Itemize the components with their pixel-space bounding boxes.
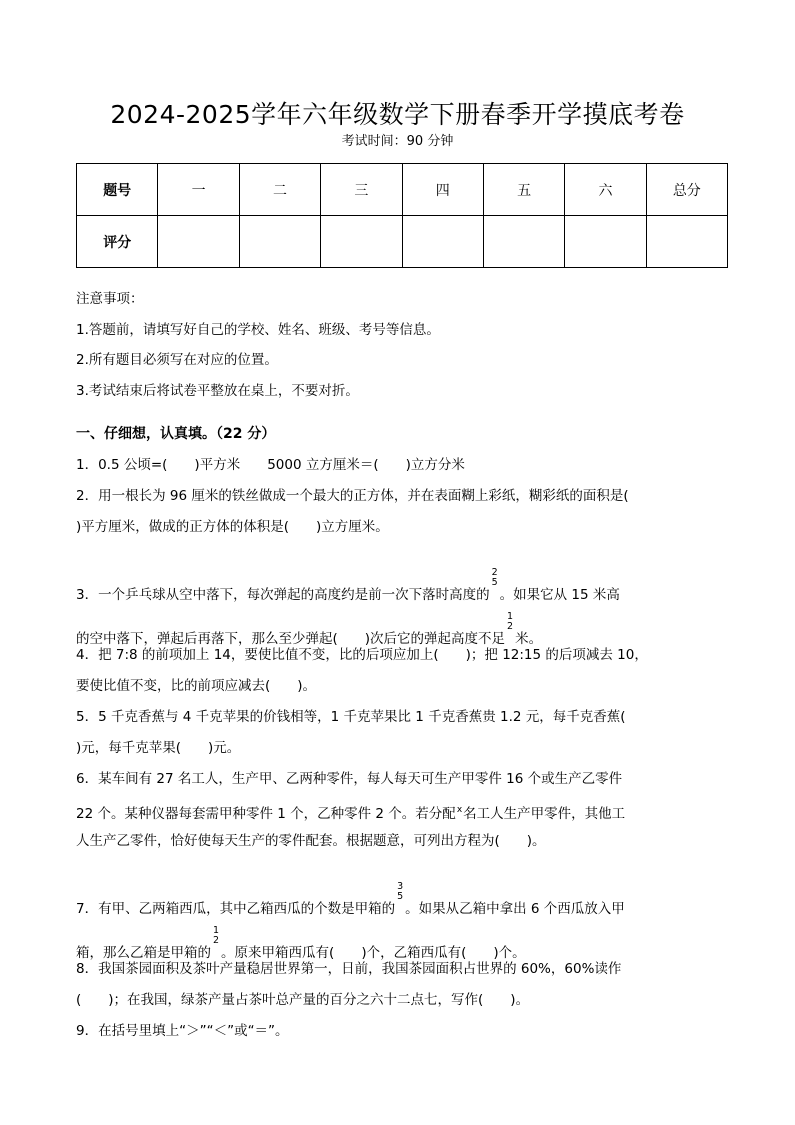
question-4-line-2: 要使比值不变，比的前项应减去( )。 [76,678,317,694]
score-table-header-row [77,164,728,216]
fraction-one-half [213,926,219,946]
notes-heading: 注意事项： [76,291,144,307]
fraction-two-fifths [492,568,498,588]
question-3-text: 的空中落下，弹起后再落下，那么至少弹起( )次后它的弹起高度不足 [76,631,506,647]
question-7-text: 箱，那么乙箱是甲箱的 [76,945,211,961]
question-7-line-1 [76,882,726,920]
question-8-line-1: 8．我国茶园面积及茶叶产量稳居世界第一，日前，我国茶园面积占世界的 60%，60%读作 [76,961,622,977]
notes-block [76,284,726,406]
fraction-one-half [507,612,513,632]
score-cell[interactable] [483,216,564,268]
note-item: 3.考试结束后将试卷平整放在桌上，不要对折。 [76,382,359,399]
question-3-text: 。如果它从 15 米高 [499,587,620,603]
question-9: 9．在括号里填上“＞”“＜”或“＝”。 [76,1023,289,1039]
note-item: 1.答题前，请填写好自己的学校、姓名、班级、考号等信息。 [76,321,440,338]
question-6-line-3: 人生产乙零件，恰好使每天生产的零件配套。根据题意，可列出方程为( )。 [76,833,546,849]
question-5-line-1: 5．5 千克香蕉与 4 千克苹果的价钱相等，1 千克苹果比 1 千克香蕉贵 1.2 元，每千克香蕉( [76,709,626,725]
question-4-line-1: 4．把 7:8 的前项加上 14，要使比值不变，比的后项应加上( )；把 12:15 的后项减去 10， [76,647,648,663]
variable-x: x [456,805,463,815]
score-cell[interactable] [158,216,239,268]
question-6-line-1: 6．某车间有 27 名工人，生产甲、乙两种零件，每人每天可生产甲零件 16 个或生产乙零件 [76,771,623,787]
score-table-col-total: 总分 [646,164,727,216]
score-table [76,163,728,268]
exam-duration: 考试时间：90 分钟 [341,134,454,149]
score-cell[interactable] [402,216,483,268]
fraction-denominator: 2 [213,935,220,946]
score-table-score-label: 评分 [77,216,158,268]
question-1: 1．0.5 公顷=( )平方米 5000 立方厘米＝( )立方分米 [76,457,465,473]
score-table-col-5: 五 [483,164,564,216]
score-table-col-3: 三 [321,164,402,216]
question-5-line-2: )元，每千克苹果( )元。 [76,740,241,756]
question-7-text: 。如果从乙箱中拿出 6 个西瓜放入甲 [405,901,625,917]
fraction-numerator: 1 [507,611,514,622]
fraction-denominator: 5 [491,577,498,588]
score-table-col-6: 六 [565,164,646,216]
note-item: 2.所有题目必须写在对应的位置。 [76,352,278,368]
score-table-col-2: 二 [239,164,320,216]
score-cell[interactable] [321,216,402,268]
section-1-heading: 一、仔细想，认真填。（22 分） [76,426,276,442]
fraction-three-fifths [397,882,403,902]
fraction-denominator: 2 [507,621,514,632]
score-cell[interactable] [239,216,320,268]
question-2-line-1: 2．用一根长为 96 厘米的铁丝做成一个最大的正方体，并在表面糊上彩纸，糊彩纸的面积是( [76,488,629,504]
fraction-numerator: 1 [213,925,220,936]
question-7-text: 。原来甲箱西瓜有( )个，乙箱西瓜有( )个。 [221,945,526,961]
score-table-score-row [77,216,728,268]
exam-title: 2024-2025学年六年级数学下册春季开学摸底考卷 [110,100,685,129]
question-8-line-2: ( )；在我国，绿茶产量占茶叶总产量的百分之六十二点七，写作( )。 [76,992,530,1008]
question-3-text: 3．一个乒乓球从空中落下，每次弹起的高度约是前一次下落时高度的 [76,587,490,603]
question-3-text: 米。 [515,631,543,647]
score-cell[interactable] [646,216,727,268]
fraction-numerator: 2 [491,567,498,578]
question-6-text: 22 个。某种仪器每套需甲种零件 1 个，乙种零件 2 个。若分配 [76,806,456,822]
score-table-col-1: 一 [158,164,239,216]
question-2-line-2: )平方厘米，做成的正方体的体积是( )立方厘米。 [76,519,389,535]
score-cell[interactable] [565,216,646,268]
fraction-numerator: 3 [397,881,404,892]
question-3-line-1 [76,568,726,606]
score-table-col-4: 四 [402,164,483,216]
fraction-denominator: 5 [397,891,404,902]
question-6-text: 名工人生产甲零件，其他工 [463,806,626,822]
question-6-line-2 [76,799,726,825]
question-7-text: 7．有甲、乙两箱西瓜，其中乙箱西瓜的个数是甲箱的 [76,901,396,917]
score-table-header-label: 题号 [77,164,158,216]
